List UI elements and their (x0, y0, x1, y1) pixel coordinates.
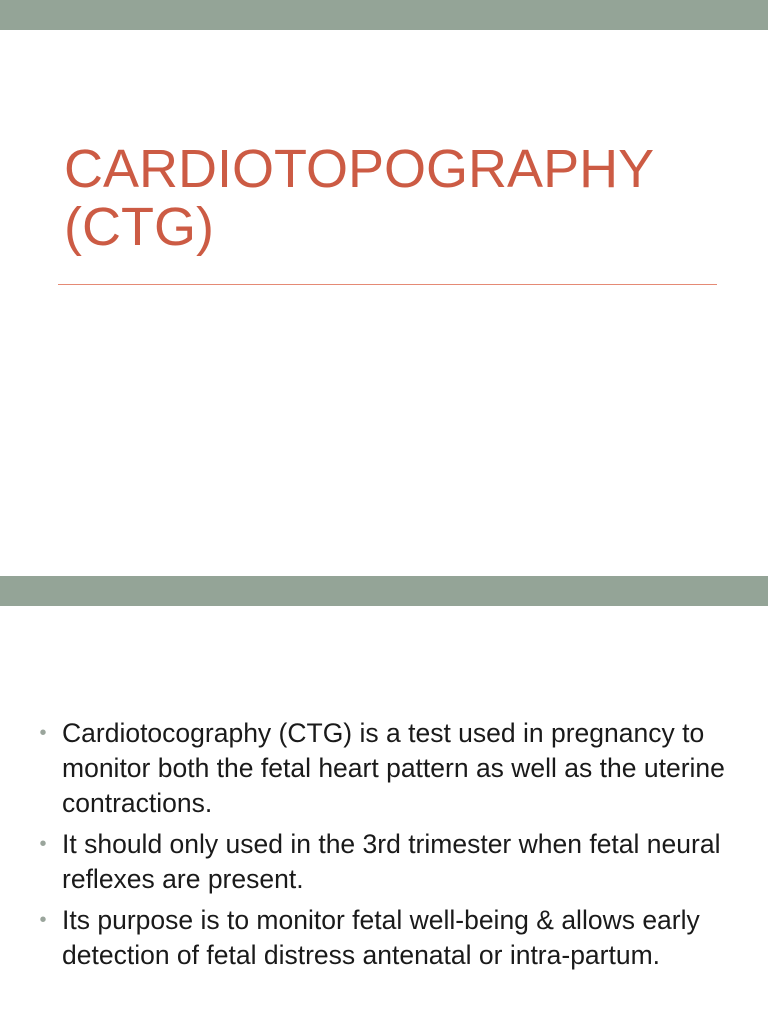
slide-title (64, 140, 744, 256)
bullet-item (30, 716, 730, 821)
bullet-item (30, 827, 730, 897)
bullet-text: Its purpose is to monitor fetal well-being & allows early detection of fetal distress antenatal or intra-partum. (62, 905, 700, 970)
bullet-list (30, 716, 730, 979)
title-underline-divider (58, 284, 717, 285)
bullet-dot-icon: • (39, 833, 47, 855)
bullet-text: Cardiotocography (CTG) is a test used in pregnancy to monitor both the fetal heart pattern as well as the uterine contractions. (62, 718, 725, 818)
slide-header-band (0, 0, 768, 30)
slide-title-line-2: (CTG) (64, 197, 214, 257)
bullet-dot-icon: • (39, 722, 47, 744)
slide-header-band (0, 576, 768, 606)
slide-title-line-1: CARDIOTOPOGRAPHY (64, 139, 655, 199)
content-slide (0, 576, 768, 1024)
bullet-dot-icon: • (39, 909, 47, 931)
bullet-text: It should only used in the 3rd trimester when fetal neural reflexes are present. (62, 829, 721, 894)
bullet-item (30, 903, 730, 973)
